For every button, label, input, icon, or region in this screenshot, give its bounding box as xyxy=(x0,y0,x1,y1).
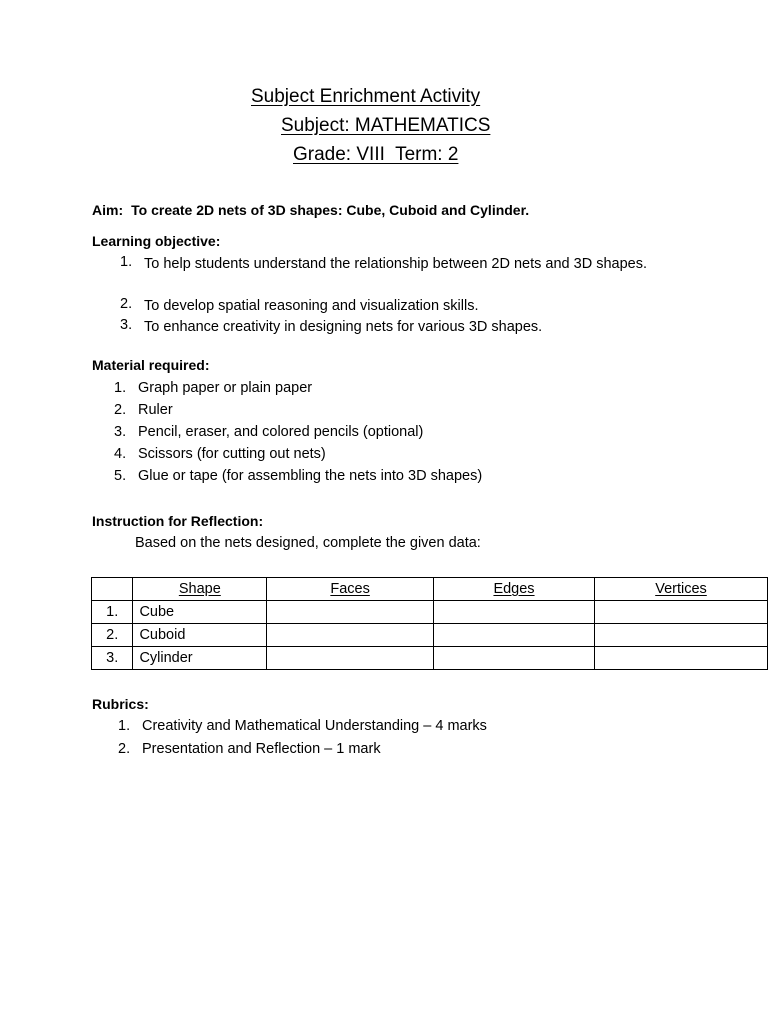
table-header-cell: Vertices xyxy=(595,578,768,601)
table-cell[interactable] xyxy=(267,601,434,624)
list-number: 1. xyxy=(120,254,133,270)
grade-term-line: Grade: VIII Term: 2 xyxy=(293,144,459,165)
learning-objective-heading: Learning objective: xyxy=(92,233,221,249)
document-title: Subject Enrichment Activity xyxy=(251,86,481,107)
reflection-heading: Instruction for Reflection: xyxy=(92,513,264,529)
list-text: Ruler xyxy=(138,402,173,418)
table-cell[interactable] xyxy=(434,624,595,647)
table-cell[interactable] xyxy=(434,601,595,624)
reflection-instruction: Based on the nets designed, complete the given data: xyxy=(135,535,481,551)
table-cell: Cylinder xyxy=(133,647,267,670)
aim-text: To create 2D nets of 3D shapes: Cube, Cuboid and Cylinder. xyxy=(131,202,530,218)
table-row xyxy=(92,624,768,647)
list-text: To help students understand the relationship between 2D nets and 3D shapes. xyxy=(144,256,648,272)
materials-heading: Material required: xyxy=(92,357,210,373)
table-cell[interactable] xyxy=(595,624,768,647)
table-header-cell: Faces xyxy=(267,578,434,601)
table-header-cell: Edges xyxy=(434,578,595,601)
list-number: 2. xyxy=(114,402,127,418)
table-cell: Cube xyxy=(133,601,267,624)
list-text: To develop spatial reasoning and visualization skills. xyxy=(144,298,479,314)
list-text: Glue or tape (for assembling the nets into 3D shapes) xyxy=(138,468,483,484)
subject-line: Subject: MATHEMATICS xyxy=(281,115,491,136)
table-row xyxy=(92,647,768,670)
list-text: Scissors (for cutting out nets) xyxy=(138,446,326,462)
list-number: 2. xyxy=(120,296,133,312)
table-cell[interactable] xyxy=(267,647,434,670)
list-number: 1. xyxy=(118,718,131,734)
table-cell[interactable] xyxy=(267,624,434,647)
table-cell: Cuboid xyxy=(133,624,267,647)
reflection-table xyxy=(91,577,768,670)
list-number: 3. xyxy=(120,317,133,333)
aim-line xyxy=(92,202,529,218)
list-number: 5. xyxy=(114,468,127,484)
table-cell: 2. xyxy=(92,624,133,647)
table-cell[interactable] xyxy=(434,647,595,670)
list-text: To enhance creativity in designing nets for various 3D shapes. xyxy=(144,319,543,335)
rubrics-heading: Rubrics: xyxy=(92,696,149,712)
list-text: Presentation and Reflection – 1 mark xyxy=(142,741,381,757)
list-text: Pencil, eraser, and colored pencils (optional) xyxy=(138,424,424,440)
list-text: Creativity and Mathematical Understanding – 4 marks xyxy=(142,718,487,734)
table-cell: 1. xyxy=(92,601,133,624)
table-row xyxy=(92,601,768,624)
table-header-cell: Shape xyxy=(133,578,267,601)
table-header-row xyxy=(92,578,768,601)
table-cell[interactable] xyxy=(595,601,768,624)
list-number: 2. xyxy=(118,741,131,757)
list-number: 1. xyxy=(114,380,127,396)
table-cell: 3. xyxy=(92,647,133,670)
table-cell[interactable] xyxy=(595,647,768,670)
list-text: Graph paper or plain paper xyxy=(138,380,313,396)
list-number: 3. xyxy=(114,424,127,440)
list-number: 4. xyxy=(114,446,127,462)
table-header-cell xyxy=(92,578,133,601)
aim-label: Aim: xyxy=(92,202,124,218)
